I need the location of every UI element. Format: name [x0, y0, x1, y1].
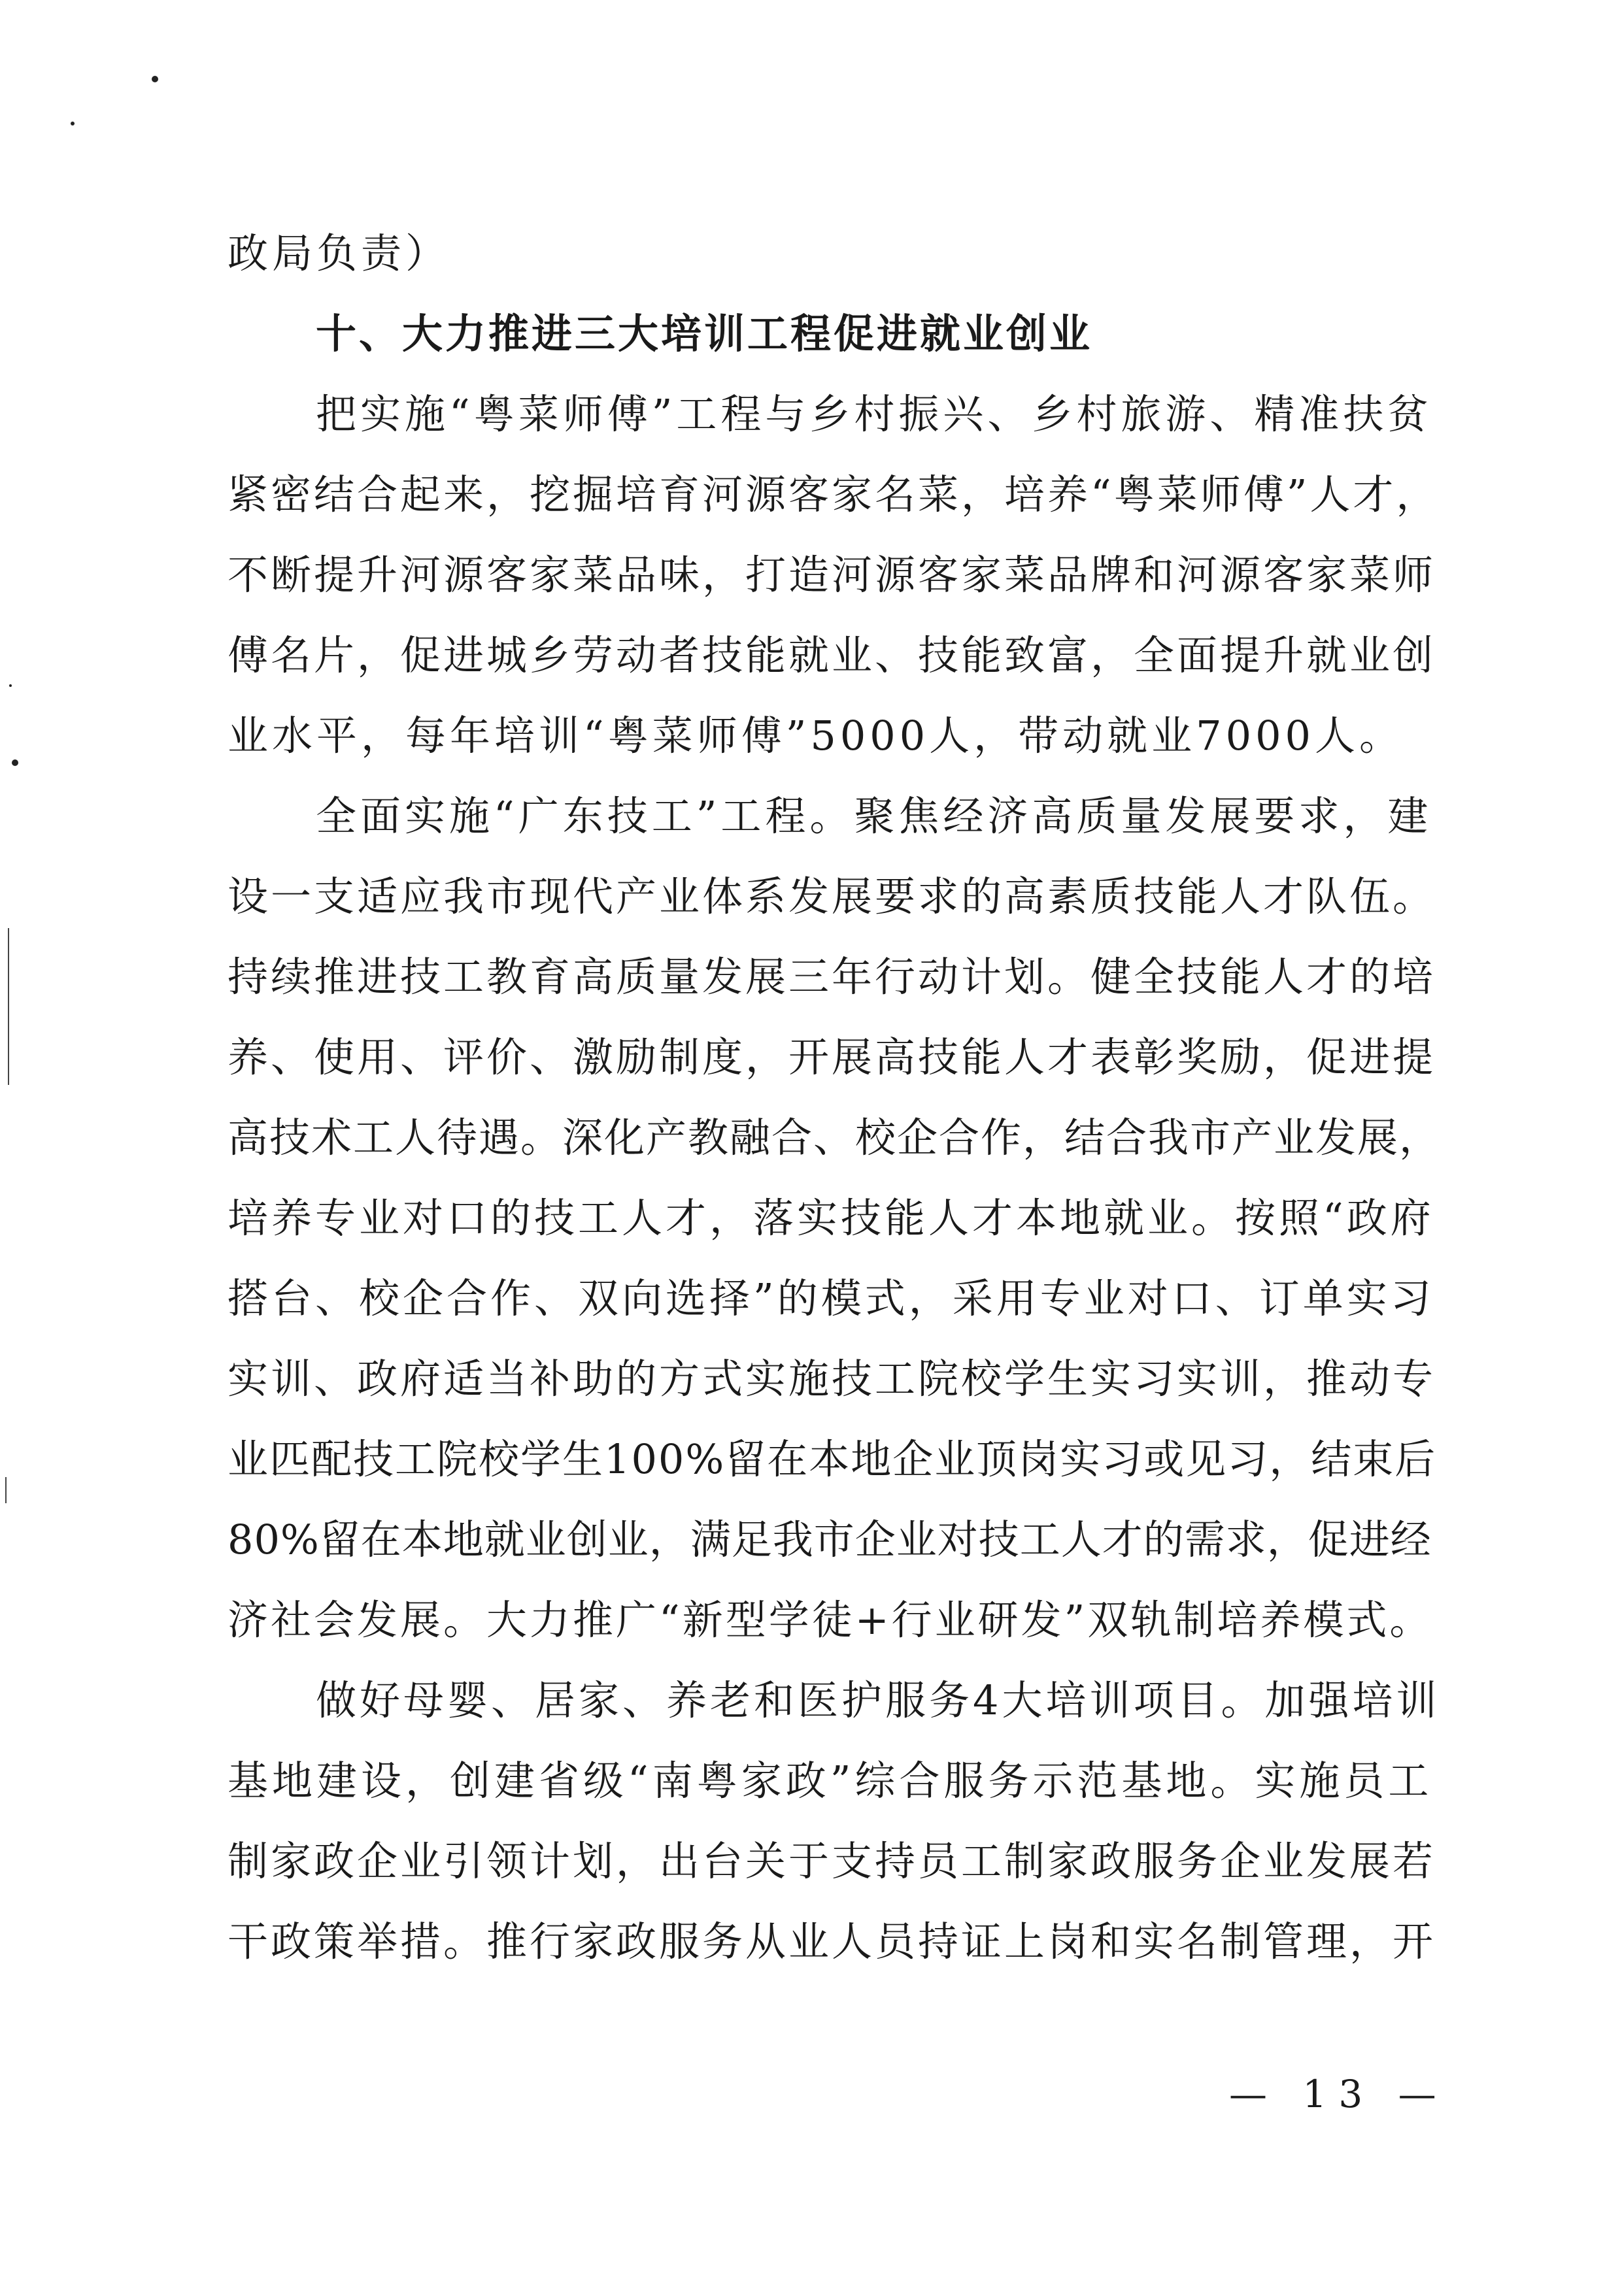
paragraph-line: 80%留在本地就业创业，满足我市企业对技工人才的需求，促进经	[228, 1516, 1432, 1563]
paragraph-line: 把实施“粤菜师傅”工程与乡村振兴、乡村旅游、精准扶贫	[316, 390, 1432, 438]
paragraph-line: 持续推进技工教育高质量发展三年行动计划。健全技能人才的培	[228, 953, 1436, 1001]
paragraph-line: 基地建设，创建省级“南粤家政”综合服务示范基地。实施员工	[228, 1757, 1433, 1805]
paragraph-guangdong-technician	[228, 776, 1444, 1660]
paragraph-line: 搭台、校企合作、双向选择”的模式，采用专业对口、订单实习	[228, 1274, 1434, 1322]
paragraph-line: 做好母婴、居家、养老和医护服务4大培训项目。加强培训	[316, 1676, 1440, 1724]
paragraph-domestic-service	[228, 1660, 1444, 1982]
paragraph-line: 制家政企业引领计划，出台关于支持员工制家政服务企业发展若	[228, 1837, 1436, 1885]
paragraph-line: 全面实施“广东技工”工程。聚焦经济高质量发展要求，建	[316, 792, 1432, 840]
paragraph-line: 不断提升河源客家菜品味，打造河源客家菜品牌和河源客家菜师	[228, 551, 1436, 599]
paragraph-line: 业匹配技工院校学生100%留在本地企业顶岗实习或见习，结束后	[228, 1435, 1437, 1483]
scan-speck	[71, 122, 75, 125]
paragraph-line: 业水平，每年培训“粤菜师傅”5000人，带动就业7000人。	[228, 712, 1404, 759]
section-heading: 十、大力推进三大培训工程促进就业创业	[316, 310, 1093, 358]
continuation-line: 政局负责）	[228, 229, 450, 277]
paragraph-line: 紧密结合起来，挖掘培育河源客家名菜，培养“粤菜师傅”人才，	[228, 471, 1440, 518]
page-number: — 13 —	[1229, 2072, 1448, 2116]
paragraph-line: 设一支适应我市现代产业体系发展要求的高素质技能人才队伍。	[228, 873, 1436, 920]
paragraph-line: 培养专业对口的技工人才，落实技能人才本地就业。按照“政府	[228, 1194, 1434, 1242]
scan-margin-line	[5, 1477, 7, 1503]
paragraph-line: 干政策举措。推行家政服务从业人员持证上岗和实名制管理，开	[228, 1918, 1436, 1965]
scan-speck	[12, 759, 18, 766]
paragraph-line: 实训、政府适当补助的方式实施技工院校学生实习实训，推动专	[228, 1355, 1436, 1403]
paragraph-cantonese-chef	[228, 374, 1444, 776]
paragraph-line: 养、使用、评价、激励制度，开展高技能人才表彰奖励，促进提	[228, 1033, 1436, 1081]
paragraph-line: 傅名片，促进城乡劳动者技能就业、技能致富，全面提升就业创	[228, 631, 1436, 679]
scan-speck	[152, 76, 158, 82]
scan-speck	[9, 684, 12, 687]
scan-margin-line	[8, 928, 9, 1085]
document-body	[228, 213, 1444, 1982]
paragraph-line: 高技术工人待遇。深化产教融合、校企合作，结合我市产业发展，	[228, 1114, 1442, 1161]
paragraph-line: 济社会发展。大力推广“新型学徒+行业研发”双轨制培养模式。	[228, 1596, 1433, 1644]
